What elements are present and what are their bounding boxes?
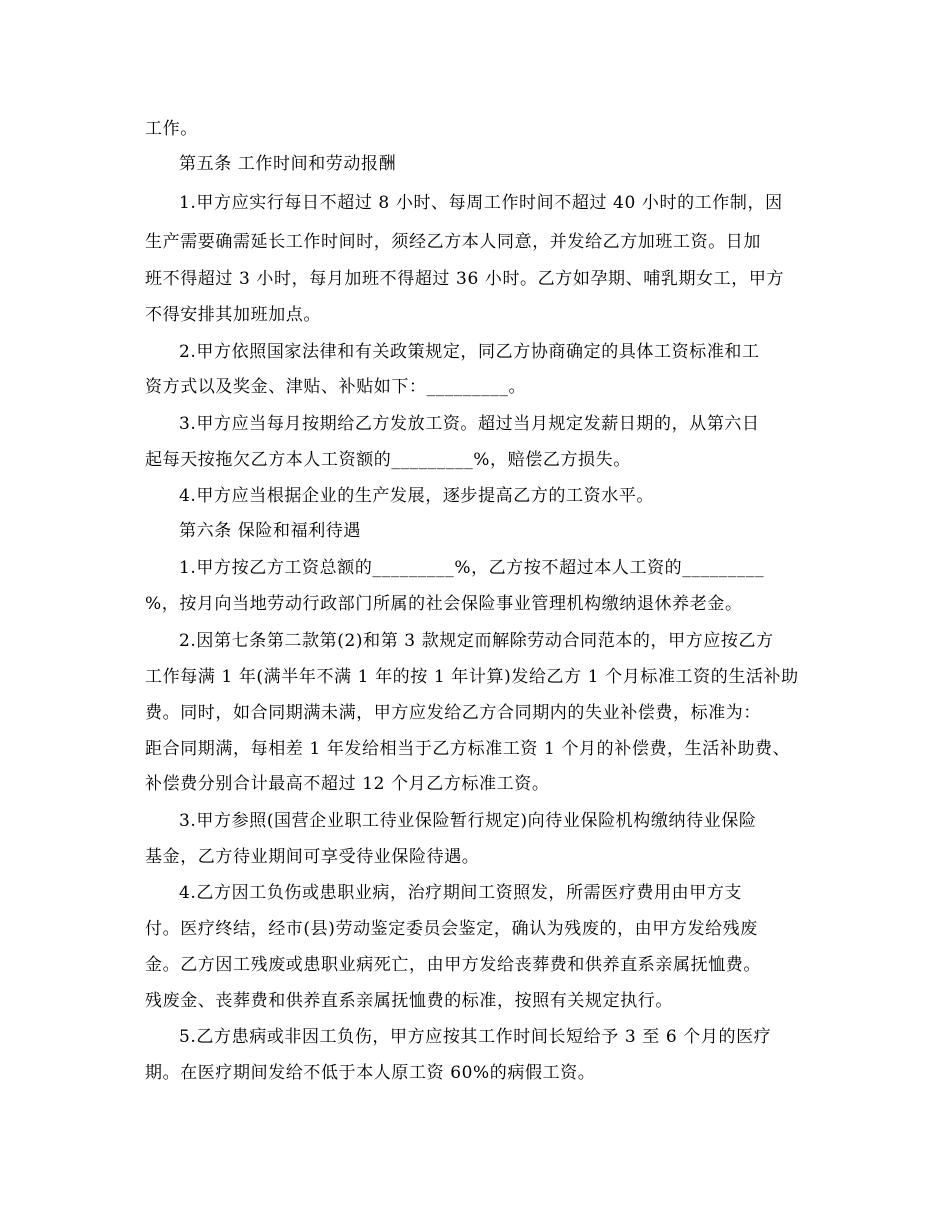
text-line: 2.甲方依照国家法律和有关政策规定，同乙方协商确定的具体工资标准和工 <box>179 342 760 362</box>
text-line: 距合同期满，每相差 1 年发给相当于乙方标准工资 1 个月的补偿费，生活补助费、 <box>145 739 791 759</box>
text-line: 4.甲方应当根据企业的生产发展，逐步提高乙方的工资水平。 <box>179 486 655 506</box>
section-heading: 第六条 保险和福利待遇 <box>179 521 362 541</box>
text-line: 期。在医疗期间发给不低于本人原工资 60%的病假工资。 <box>145 1063 596 1083</box>
text-line: 金。乙方因工残废或患职业病死亡，由甲方发给丧葬费和供养直系亲属抚恤费。 <box>145 955 761 975</box>
text-line: %，按月向当地劳动行政部门所属的社会保险事业管理机构缴纳退休养老金。 <box>145 594 743 614</box>
text-line: 付。医疗终结，经市(县)劳动鉴定委员会鉴定，确认为残废的，由甲方发给残废 <box>145 919 758 939</box>
text-line: 1.甲方应实行每日不超过 8 小时、每周工作时间不超过 40 小时的工作制，因 <box>179 193 783 213</box>
text-line: 1.甲方按乙方工资总额的_________%，乙方按不超过本人工资的_________ <box>179 558 765 578</box>
text-line: 费。同时，如合同期满未满，甲方应发给乙方合同期内的失业补偿费，标准为： <box>145 703 761 723</box>
text-line: 生产需要确需延长工作时间时，须经乙方本人同意，并发给乙方加班工资。日加 <box>145 232 761 252</box>
text-line: 班不得超过 3 小时，每月加班不得超过 36 小时。乙方如孕期、哺乳期女工，甲方 <box>145 269 785 289</box>
text-line: 5.乙方患病或非因工负伤，甲方应按其工作时间长短给予 3 至 6 个月的医疗 <box>179 1027 772 1047</box>
text-line: 残废金、丧葬费和供养直系亲属抚恤费的标准，按照有关规定执行。 <box>145 991 673 1011</box>
text-line: 补偿费分别合计最高不超过 12 个月乙方标准工资。 <box>145 774 550 794</box>
text-line: 2.因第七条第二款第(2)和第 3 款规定而解除劳动合同范本的，甲方应按乙方 <box>179 631 774 651</box>
text-line: 资方式以及奖金、津贴、补贴如下：_________。 <box>145 377 527 397</box>
text-line: 4.乙方因工负伤或患职业病，治疗期间工资照发，所需医疗费用由甲方支 <box>179 883 743 903</box>
text-line: 3.甲方应当每月按期给乙方发放工资。超过当月规定发薪日期的，从第六日 <box>179 414 760 434</box>
text-line: 不得安排其加班加点。 <box>145 305 321 325</box>
text-line: 3.甲方参照(国营企业职工待业保险暂行规定)向待业保险机构缴纳待业保险 <box>179 811 757 831</box>
section-heading: 第五条 工作时间和劳动报酬 <box>179 154 397 174</box>
text-line: 工作每满 1 年(满半年不满 1 年的按 1 年计算)发给乙方 1 个月标准工资的生活补助 <box>145 667 799 687</box>
text-line: 基金，乙方待业期间可享受待业保险待遇。 <box>145 847 480 867</box>
text-line: 工作。 <box>145 119 198 139</box>
text-line: 起每天按拖欠乙方本人工资额的_________%，赔偿乙方损失。 <box>145 450 631 470</box>
